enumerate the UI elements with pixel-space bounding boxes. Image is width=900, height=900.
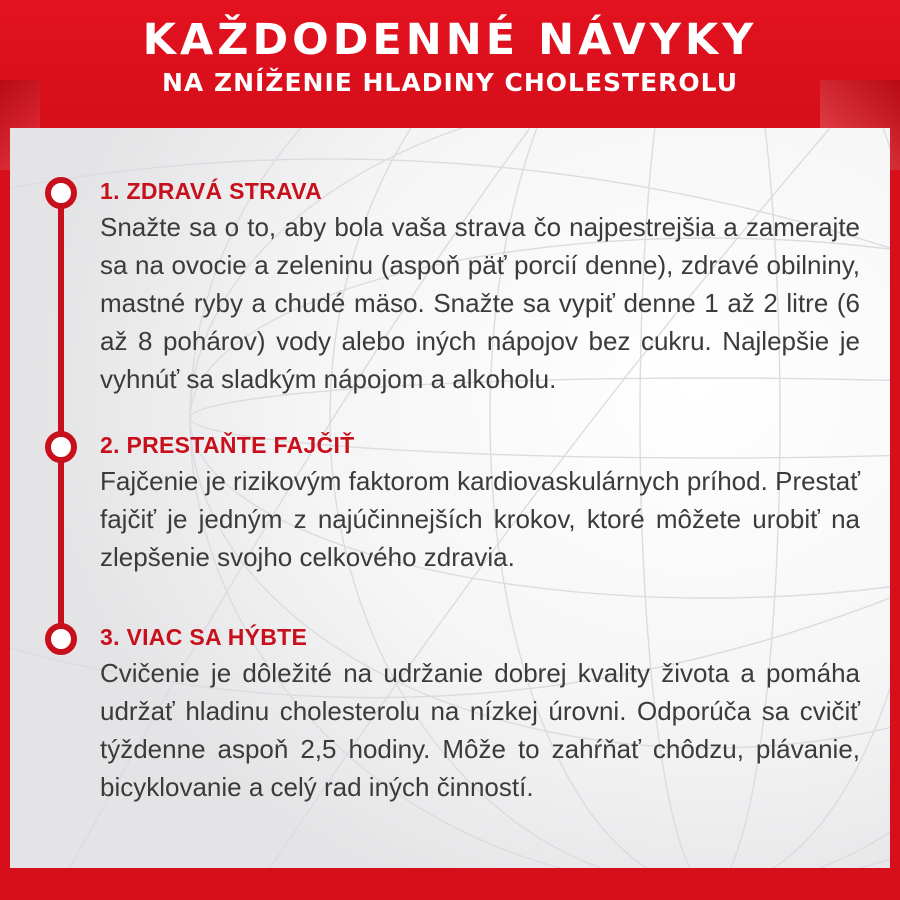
section-healthy-diet (100, 176, 860, 398)
page-title: KAŽDODENNÉ NÁVYKY (142, 15, 758, 65)
timeline-line (58, 190, 64, 645)
section-body: Snažte sa o to, aby bola vaša strava čo najpestrejšia a zamerajte sa na ovocie a zeleninu (aspoň päť porcií denne), zdravé obilniny, mastné ryby a chudé mäso. Snažte sa vypiť denne 1 až 2 litre (6 až 8 pohárov) vody alebo iných nápojov bez cukru. Najlepšie je vyhnúť sa sladkým nápojom a alkoholu. (100, 212, 860, 394)
ring-marker-icon (45, 623, 77, 655)
section-move-more (100, 622, 860, 806)
section-heading: 3. VIAC SA HÝBTE (100, 624, 308, 650)
section-stop-smoking (100, 430, 860, 576)
header (0, 14, 900, 100)
ring-marker-icon (45, 177, 77, 209)
ring-marker-icon (45, 431, 77, 463)
section-heading: 1. ZDRAVÁ STRAVA (100, 178, 323, 204)
section-body: Cvičenie je dôležité na udržanie dobrej kvality života a pomáha udržať hladinu cholesterolu na nízkej úrovni. Odporúča sa cvičiť týždenne aspoň 2,5 hodiny. Môže to zahŕňať chôdzu, plávanie, bicyklovanie a celý rad iných činností. (100, 658, 860, 802)
footer-band (0, 868, 900, 900)
section-heading: 2. PRESTAŇTE FAJČIŤ (100, 432, 355, 458)
section-body: Fajčenie je rizikovým faktorom kardiovaskulárnych príhod. Prestať fajčiť je jedným z najúčinnejších krokov, ktoré môžete urobiť na zlepšenie svojho celkového zdravia. (100, 466, 860, 572)
page-subtitle: NA ZNÍŽENIE HLADINY CHOLESTEROLU (161, 68, 739, 97)
